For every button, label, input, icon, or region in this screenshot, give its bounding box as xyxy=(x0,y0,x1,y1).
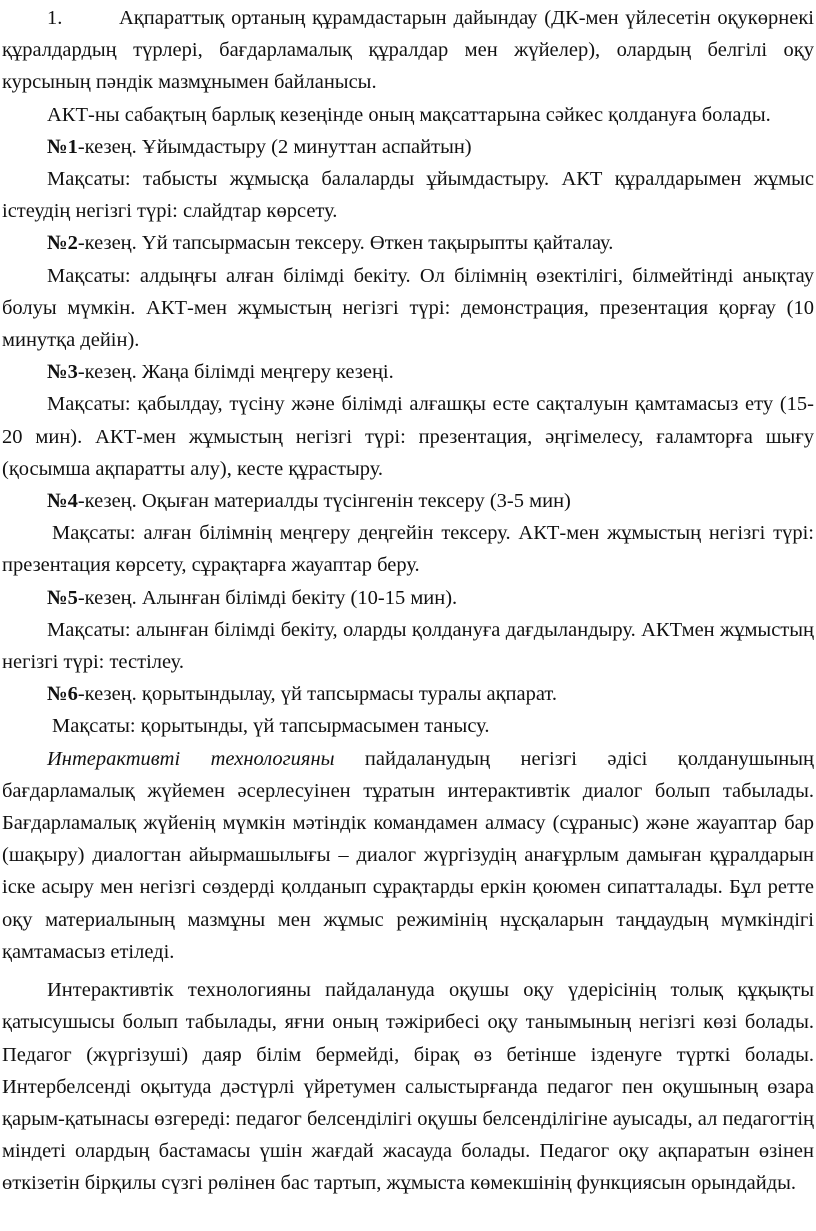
stage-2-heading xyxy=(2,227,814,259)
stage-6-goal: Мақсаты: қорытынды, үй тапсырмасымен танысу. xyxy=(52,715,490,738)
stage-number: №3 xyxy=(47,361,78,384)
stage-6-heading xyxy=(2,678,814,710)
stage-title: -кезең. қорытындылау, үй тапсырмасы туралы ақпарат. xyxy=(77,683,557,706)
stage-1-goal: Мақсаты: табысты жұмысқа балаларды ұйымдастыру. АКТ құралдарымен жұмыс істеудің негізгі түрі: слайдтар көрсету. xyxy=(2,168,814,223)
stage-number: №4 xyxy=(47,490,78,513)
stage-title: -кезең. Жаңа білімді меңгеру кезеңі. xyxy=(77,361,394,384)
stage-number: №6 xyxy=(47,683,78,706)
list-item-text: Ақпараттық ортаның құрамдастарын дайындау (ДК-мен үйлесетін оқукөрнекі құралдардың түрлері, бағдарламалық құралдар мен жүйелер), олардың белгілі оқу курсының пәндік мазмұнымен байланысы. xyxy=(2,7,814,94)
stage-3-goal: Мақсаты: қабылдау, түсіну және білімді алғашқы есте сақталуын қамтамасыз ету (15-20 мин). АКТ-мен жұмыстың негізгі түрі: презентация, әңгімелесу, ғаламторға шығу (қосымша ақпаратты алу), кесте құрастыру. xyxy=(2,393,814,480)
stage-number: №5 xyxy=(47,586,78,609)
stage-number: №1 xyxy=(47,135,78,158)
stage-title: -кезең. Ұйымдастыру (2 минуттан аспайтын) xyxy=(77,135,472,158)
stage-title: -кезең. Үй тапсырмасын тексеру. Өткен тақырыпты қайталау. xyxy=(77,232,614,255)
stage-4-heading xyxy=(2,485,814,517)
list-item-1 xyxy=(2,2,814,99)
stage-number: №2 xyxy=(47,232,78,255)
stage-2-goal: Мақсаты: алдыңғы алған білімді бекіту. Ол білімнің өзектілігі, білмейтінді анықтау болуы мүмкін. АКТ-мен жұмыстың негізгі түрі: демонстрация, презентация қорғау (10 минутқа дейін). xyxy=(2,264,814,352)
stage-title: -кезең. Алынған білімді бекіту (10-15 мин). xyxy=(77,586,458,609)
stage-3-heading xyxy=(2,356,814,388)
stage-5-goal: Мақсаты: алынған білімді бекіту, оларды қолдануға дағдыландыру. АКТмен жұмыстың негізгі түрі: тестілеу. xyxy=(2,618,814,674)
italic-lead: Интерактивті технологияны xyxy=(47,747,335,770)
interactive-technology-paragraph xyxy=(2,743,814,968)
stage-5-heading xyxy=(2,582,814,614)
final-paragraph: Интерактивтік технологияны пайдалануда оқушы оқу үдерісінің толық құқықты қатысушысы болып табылады, яғни оның тәжірибесі оқу танымының негізгі көзі болады. Педагог (жүргізуші) даяр білім бермейді, бірақ өз бетінше ізденуге түрткі болады. Интербелсенді оқытуда дәстүрлі үйретумен салыстырғанда педагог пен оқушының өзара қарым-қатынасы өзгереді: педагог белсенділігі оқушы белсенділігіне ауысады, ал педагогтің міндеті олардың бастамасы үшін жағдай жасауда болады. Педагог оқу ақпаратын өзінен өткізетін бірқилы сүзгі рөлінен бас тартып, жұмыста көмекшінің функциясын орындайды. xyxy=(2,979,814,1195)
stage-1-heading xyxy=(2,131,814,163)
stage-4-goal: Мақсаты: алған білімнің меңгеру деңгейін тексеру. АКТ-мен жұмыстың негізгі түрі: презентация көрсету, сұрақтарға жауаптар беру. xyxy=(2,522,814,577)
ict-intro-paragraph: АКТ-ны сабақтың барлық кезеңінде оның мақсаттарына сәйкес қолдануға болады. xyxy=(47,103,771,126)
list-number: 1. xyxy=(47,7,63,29)
stage-title: -кезең. Оқыған материалды түсінгенін тексеру (3-5 мин) xyxy=(77,490,571,513)
paragraph-text: пайдаланудың негізгі әдісі қолданушының бағдарламалық жүйемен әсерлесуінен тұратын интерактивтік диалог болып табылады. Бағдарламалық жүйенің мүмкін мәтіндік командамен алмасу (сұраныс) және жауаптар бар (шақыру) диалогтан айырмашылығы – диалог жүргізудің анағұрлым дамыған құралдарын іске асыру мен негізгі сөздерді қолданып сұрақтарды еркін қоюмен сипатталады. Бұл ретте оқу материалының мазмұны мен жұмыс режимінің нұсқаларын таңдаудың мүмкіндігі қамтамасыз етіледі. xyxy=(2,747,814,963)
